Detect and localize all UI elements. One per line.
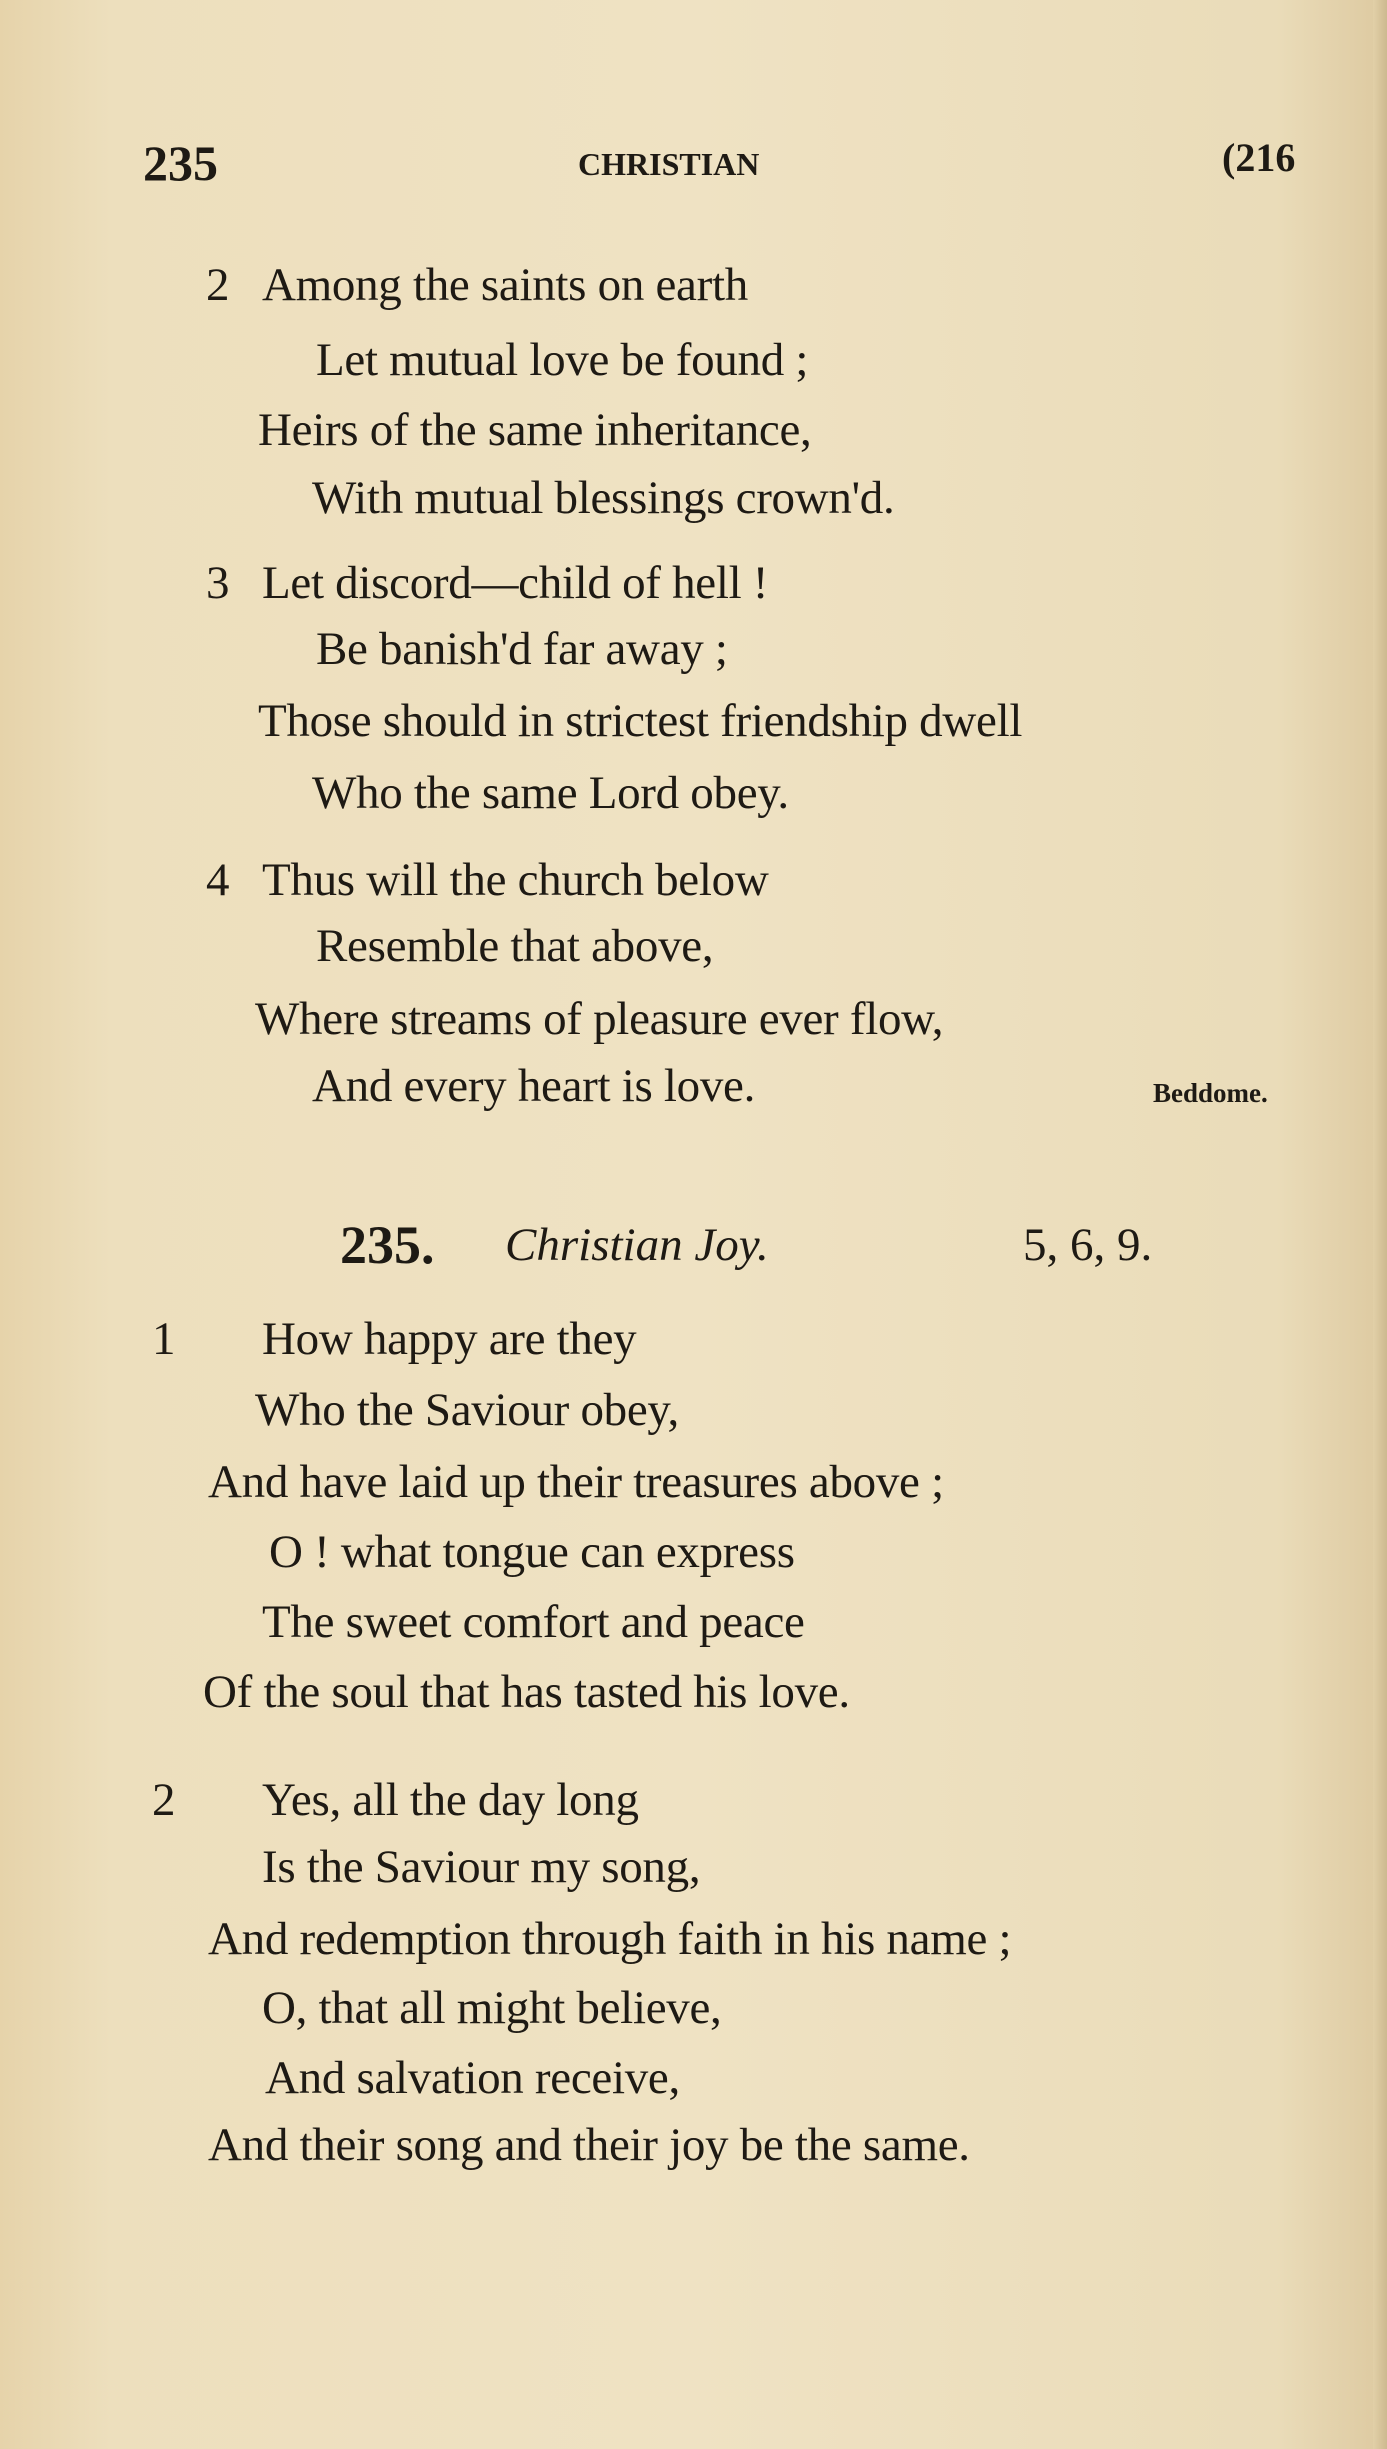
page-number: 235: [143, 135, 218, 191]
verse-line: Of the soul that has tasted his love.: [203, 1666, 850, 1718]
verse-line: Heirs of the same inheritance,: [258, 404, 812, 456]
author-attribution: Beddome.: [1153, 1078, 1268, 1108]
verse-number: 3: [206, 557, 230, 609]
verse-line: Resemble that above,: [316, 920, 714, 972]
verse-line: Where streams of pleasure ever flow,: [255, 993, 944, 1045]
verse-line: And salvation receive,: [265, 2052, 680, 2104]
running-title: CHRISTIAN: [578, 146, 760, 182]
verse-line: And every heart is love.: [312, 1060, 756, 1112]
hymn-meter: 5, 6, 9.: [1023, 1219, 1153, 1271]
section-reference: (216: [1222, 135, 1296, 180]
verse-line: Let mutual love be found ;: [316, 334, 809, 386]
verse-number: 4: [206, 854, 230, 906]
hymn-number: 235.: [340, 1215, 435, 1275]
verse-line: Thus will the church below: [262, 854, 769, 906]
verse-line: O, that all might believe,: [262, 1982, 722, 2034]
verse-number: 1: [152, 1313, 176, 1365]
verse-line: Be banish'd far away ;: [316, 623, 728, 675]
verse-line: The sweet comfort and peace: [262, 1596, 805, 1648]
verse-line: Among the saints on earth: [262, 259, 748, 311]
verse-line: Who the same Lord obey.: [312, 767, 789, 819]
verse-line: With mutual blessings crown'd.: [312, 472, 895, 524]
verse-line: Is the Saviour my song,: [262, 1841, 701, 1893]
page-edge: [1373, 0, 1387, 2449]
hymn-title: Christian Joy.: [505, 1219, 769, 1271]
verse-line: Those should in strictest friendship dwell: [258, 695, 1023, 747]
verse-line: And have laid up their treasures above ;: [208, 1456, 944, 1508]
verse-line: And redemption through faith in his name ;: [208, 1913, 1012, 1965]
verse-line: Let discord—child of hell !: [262, 557, 769, 609]
verse-line: How happy are they: [262, 1313, 637, 1365]
verse-number: 2: [206, 259, 230, 311]
verse-line: Who the Saviour obey,: [255, 1384, 679, 1436]
verse-line: O ! what tongue can express: [269, 1526, 795, 1578]
verse-number: 2: [152, 1774, 176, 1826]
verse-line: And their song and their joy be the same.: [208, 2119, 970, 2171]
verse-line: Yes, all the day long: [262, 1774, 639, 1826]
